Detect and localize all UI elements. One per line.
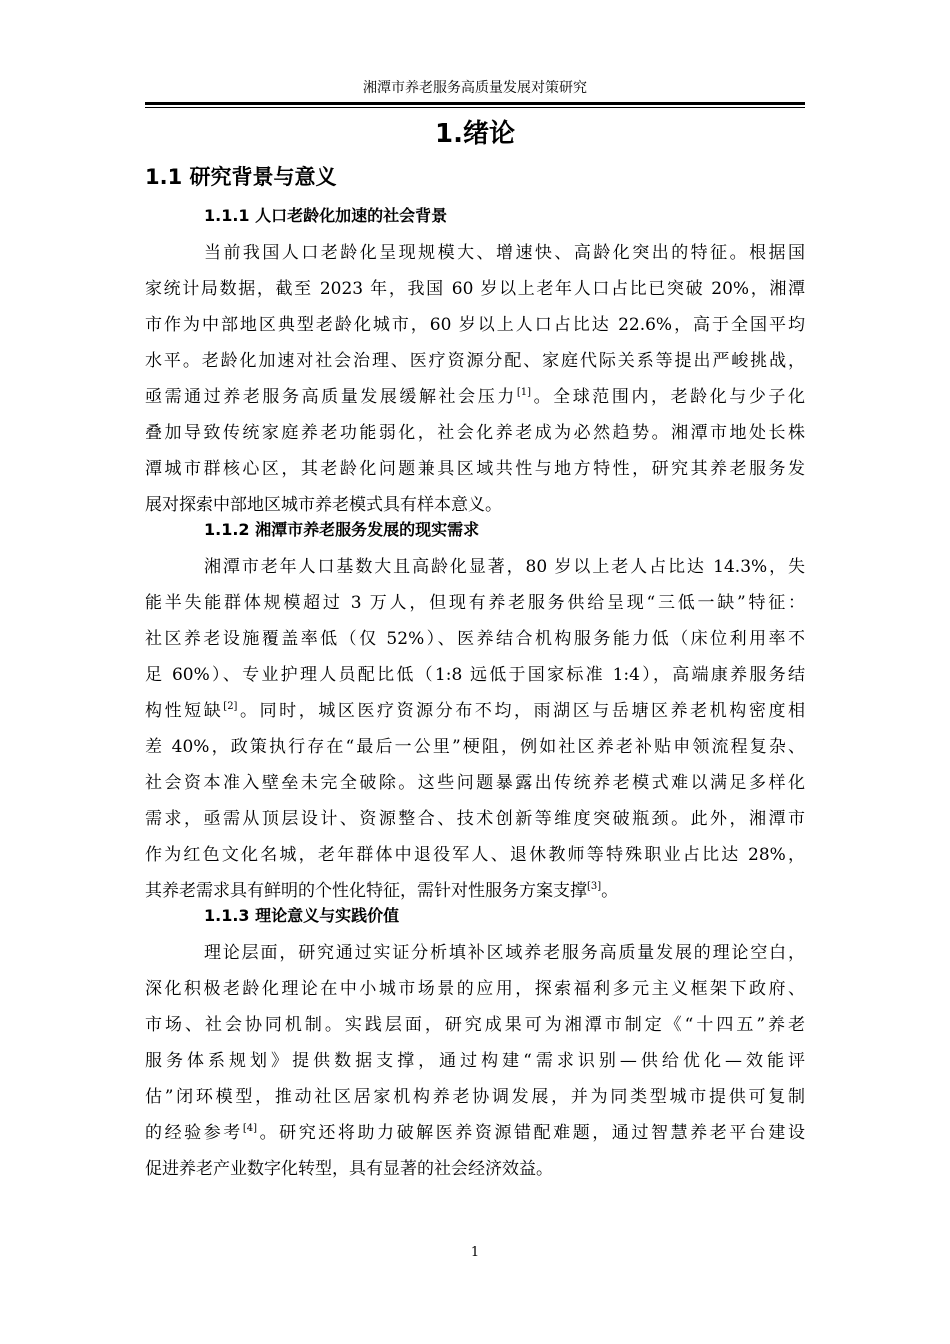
paragraph-line (145, 1049, 805, 1073)
line-text: 。全球范围内，老龄化与少子化 (531, 387, 806, 407)
paragraph-line (145, 771, 805, 795)
paragraph-line (145, 1157, 805, 1181)
line-text: 其养老需求具有鲜明的个性化特征，需针对性服务方案支撑 (145, 881, 587, 901)
citation-ref: [2] (223, 701, 238, 712)
paragraph-line (145, 1013, 805, 1037)
subsection-title: 1.1.2 湘潭市养老服务发展的现实需求 (204, 520, 480, 539)
paragraph-line (204, 241, 805, 265)
paragraph-line (145, 735, 805, 759)
paragraph-line (204, 555, 805, 579)
page-number: 1 (470, 1245, 480, 1260)
paragraph-line (204, 941, 805, 965)
line-text: 估”闭环模型，推动社区居家机构养老协调发展，并为同类型城市提供可复制 (145, 1087, 805, 1107)
line-text: 足 60%）、专业护理人员配比低（1:8 远低于国家标准 1:4），高端康养服务结 (145, 665, 805, 685)
line-text: 。同时，城区医疗资源分布不均，雨湖区与岳塘区养老机构密度相 (237, 701, 806, 721)
citation-ref: [1] (516, 387, 532, 398)
line-text: 水平。老龄化加速对社会治理、医疗资源分配、家庭代际关系等提出严峻挑战， (145, 351, 805, 371)
paragraph-line (145, 627, 805, 651)
line-text: 社区养老设施覆盖率低（仅 52%）、医养结合机构服务能力低（床位利用率不 (145, 629, 805, 649)
paragraph-line (145, 843, 805, 867)
line-text: 展对探索中部地区城市养老模式具有样本意义。 (145, 495, 502, 515)
citation-ref: [4] (242, 1123, 258, 1134)
line-text: 差 40%，政策执行存在“最后一公里”梗阻，例如社区养老补贴申领流程复杂、 (145, 737, 805, 757)
paragraph-line (145, 977, 805, 1001)
paragraph-line (145, 421, 805, 445)
line-text: 社会资本准入壁垒未完全破除。这些问题暴露出传统养老模式难以满足多样化 (145, 773, 805, 793)
line-text: 服务体系规划》提供数据支撑，通过构建“需求识别—供给优化—效能评 (145, 1051, 805, 1071)
paragraph-line (145, 699, 805, 723)
line-text: 促进养老产业数字化转型，具有显著的社会经济效益。 (145, 1159, 553, 1179)
header-rule-thin (145, 107, 805, 108)
paragraph-line (145, 1085, 805, 1109)
subsection-title: 1.1.3 理论意义与实践价值 (204, 906, 400, 925)
line-text: 湘潭市老年人口基数大且高龄化显著，80 岁以上老人占比达 14.3%，失 (204, 557, 805, 577)
paragraph-line (145, 385, 805, 409)
line-text: 市作为中部地区典型老龄化城市，60 岁以上人口占比达 22.6%，高于全国平均 (145, 315, 805, 335)
section-title: 1.1 研究背景与意义 (145, 165, 337, 189)
paragraph-line (145, 493, 805, 517)
paragraph-line (145, 663, 805, 687)
paragraph-line (145, 457, 805, 481)
paragraph-line (145, 277, 805, 301)
paragraph-line (145, 591, 805, 615)
running-header: 湘潭市养老服务高质量发展对策研究 (363, 80, 587, 96)
subsection-title: 1.1.1 人口老龄化加速的社会背景 (204, 206, 448, 225)
line-text: 作为红色文化名城，老年群体中退役军人、退休教师等特殊职业占比达 28%， (145, 845, 805, 865)
line-text: 。 (601, 881, 619, 901)
paragraph-line (145, 879, 805, 903)
line-text: 的经验参考 (145, 1123, 243, 1143)
line-text: 构性短缺 (145, 701, 224, 721)
paragraph-line (145, 313, 805, 337)
paragraph-line (145, 349, 805, 373)
line-text: 能半失能群体规模超过 3 万人，但现有养老服务供给呈现“三低一缺”特征： (145, 593, 805, 613)
paragraph-line (145, 1121, 805, 1145)
line-text: 当前我国人口老龄化呈现规模大、增速快、高龄化突出的特征。根据国 (204, 243, 805, 263)
line-text: 深化积极老龄化理论在中小城市场景的应用，探索福利多元主义框架下政府、 (145, 979, 805, 999)
line-text: 亟需通过养老服务高质量发展缓解社会压力 (145, 387, 517, 407)
chapter-title: 1.绪论 (435, 119, 515, 149)
line-text: 。研究还将助力破解医养资源错配难题，通过智慧养老平台建设 (257, 1123, 806, 1143)
line-text: 叠加导致传统家庭养老功能弱化，社会化养老成为必然趋势。湘潭市地处长株 (145, 423, 805, 443)
line-text: 潭城市群核心区，其老龄化问题兼具区域共性与地方特性，研究其养老服务发 (145, 459, 805, 479)
line-text: 市场、社会协同机制。实践层面，研究成果可为湘潭市制定《“十四五”养老 (145, 1015, 805, 1035)
line-text: 需求，亟需从顶层设计、资源整合、技术创新等维度突破瓶颈。此外，湘潭市 (145, 809, 805, 829)
line-text: 家统计局数据，截至 2023 年，我国 60 岁以上老年人口占比已突破 20%，湘潭 (145, 279, 805, 299)
citation-ref: [3] (587, 881, 602, 892)
header-rule (145, 102, 805, 105)
line-text: 理论层面，研究通过实证分析填补区域养老服务高质量发展的理论空白， (204, 943, 805, 963)
paragraph-line (145, 807, 805, 831)
